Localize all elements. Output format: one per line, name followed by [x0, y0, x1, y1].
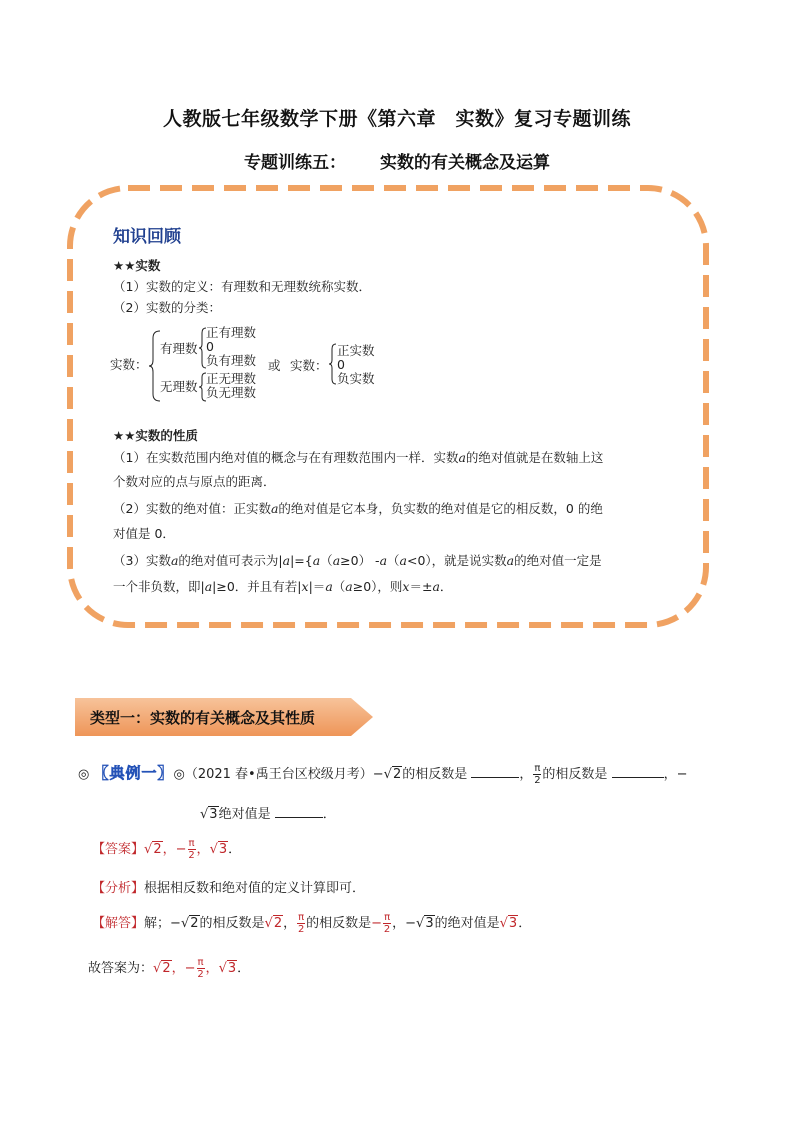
class-irrational-label: 无理数	[160, 379, 198, 394]
property-1-line-2: 个数对应的点与原点的距离．	[113, 474, 276, 489]
property-3-line-1: （3）实数a的绝对值可表示为|a|={a（a≥0） -a（a<0），就是说实数a的绝对值一定是	[113, 553, 602, 568]
example-badge: 【典例一】	[93, 764, 174, 782]
answer-blank-3	[275, 805, 323, 818]
class-positive-real: 正实数	[337, 343, 375, 358]
class-rational-label: 有理数	[160, 341, 198, 356]
class-root2-label: 实数：	[290, 358, 328, 373]
example-question-line-1: ◎ 【典例一】◎（2021 春•禹王台区校级月考）−√2的相反数是 ， $\frac{\pi}{2}$ 的相反数是 ，−	[78, 763, 688, 786]
property-1-line-1: （1）在实数范围内绝对值的概念与在有理数范围内一样．实数a的绝对值就是在数轴上这	[113, 450, 604, 465]
analysis-line: 【分析】根据相反数和绝对值的定义计算即可．	[92, 881, 366, 896]
subtitle-part-a: 专题训练五：	[244, 153, 346, 173]
answer-blank-1	[471, 765, 519, 778]
class-negative-real: 负实数	[337, 371, 375, 386]
class-zero: 0	[206, 339, 214, 354]
answer-line: 【答案】√2，− $\frac{\pi}{2}$ ，√3．	[92, 838, 242, 861]
section-real-numbers-title: ★★实数	[113, 258, 161, 273]
knowledge-heading: 知识回顾	[113, 227, 181, 247]
class-root-label: 实数：	[110, 357, 148, 372]
class-negative-irrational: 负无理数	[206, 385, 257, 400]
class-or: 或	[268, 358, 281, 373]
class-zero-2: 0	[337, 357, 345, 372]
classification-line: （2）实数的分类：	[113, 300, 221, 315]
class-positive-irrational: 正无理数	[206, 371, 257, 386]
solution-line: 【解答】解；−√2的相反数是√2， $\frac{\pi}{2}$ 的相反数是− $\frac{\pi}{2}$ ，−√3的绝对值是√3．	[92, 912, 532, 935]
property-2-line-1: （2）实数的绝对值：正实数a的绝对值是它本身，负实数的绝对值是它的相反数，0 的绝	[113, 501, 603, 516]
document-subtitle	[0, 148, 794, 173]
class-negative-rational: 负有理数	[206, 353, 257, 368]
property-2-line-2: 对值是 0．	[113, 526, 175, 541]
subtitle-part-b: 实数的有关概念及运算	[380, 153, 550, 173]
property-3-line-2: 一个非负数，即|a|≥0．并且有若|x|＝a（a≥0），则x＝±a．	[113, 579, 453, 594]
document-title: 人教版七年级数学下册《第六章 实数》复习专题训练	[162, 108, 631, 130]
section-properties-title: ★★实数的性质	[113, 428, 198, 443]
final-answer-line: 故答案为：√2，− $\frac{\pi}{2}$ ，√3．	[88, 957, 251, 980]
type-banner-text: 类型一：实数的有关概念及其性质	[90, 709, 316, 727]
answer-blank-2	[612, 765, 664, 778]
definition-line: （1）实数的定义：有理数和无理数统称实数．	[113, 279, 371, 294]
class-positive-rational: 正有理数	[206, 325, 257, 340]
example-question-line-2: √3绝对值是 ．	[200, 807, 336, 822]
